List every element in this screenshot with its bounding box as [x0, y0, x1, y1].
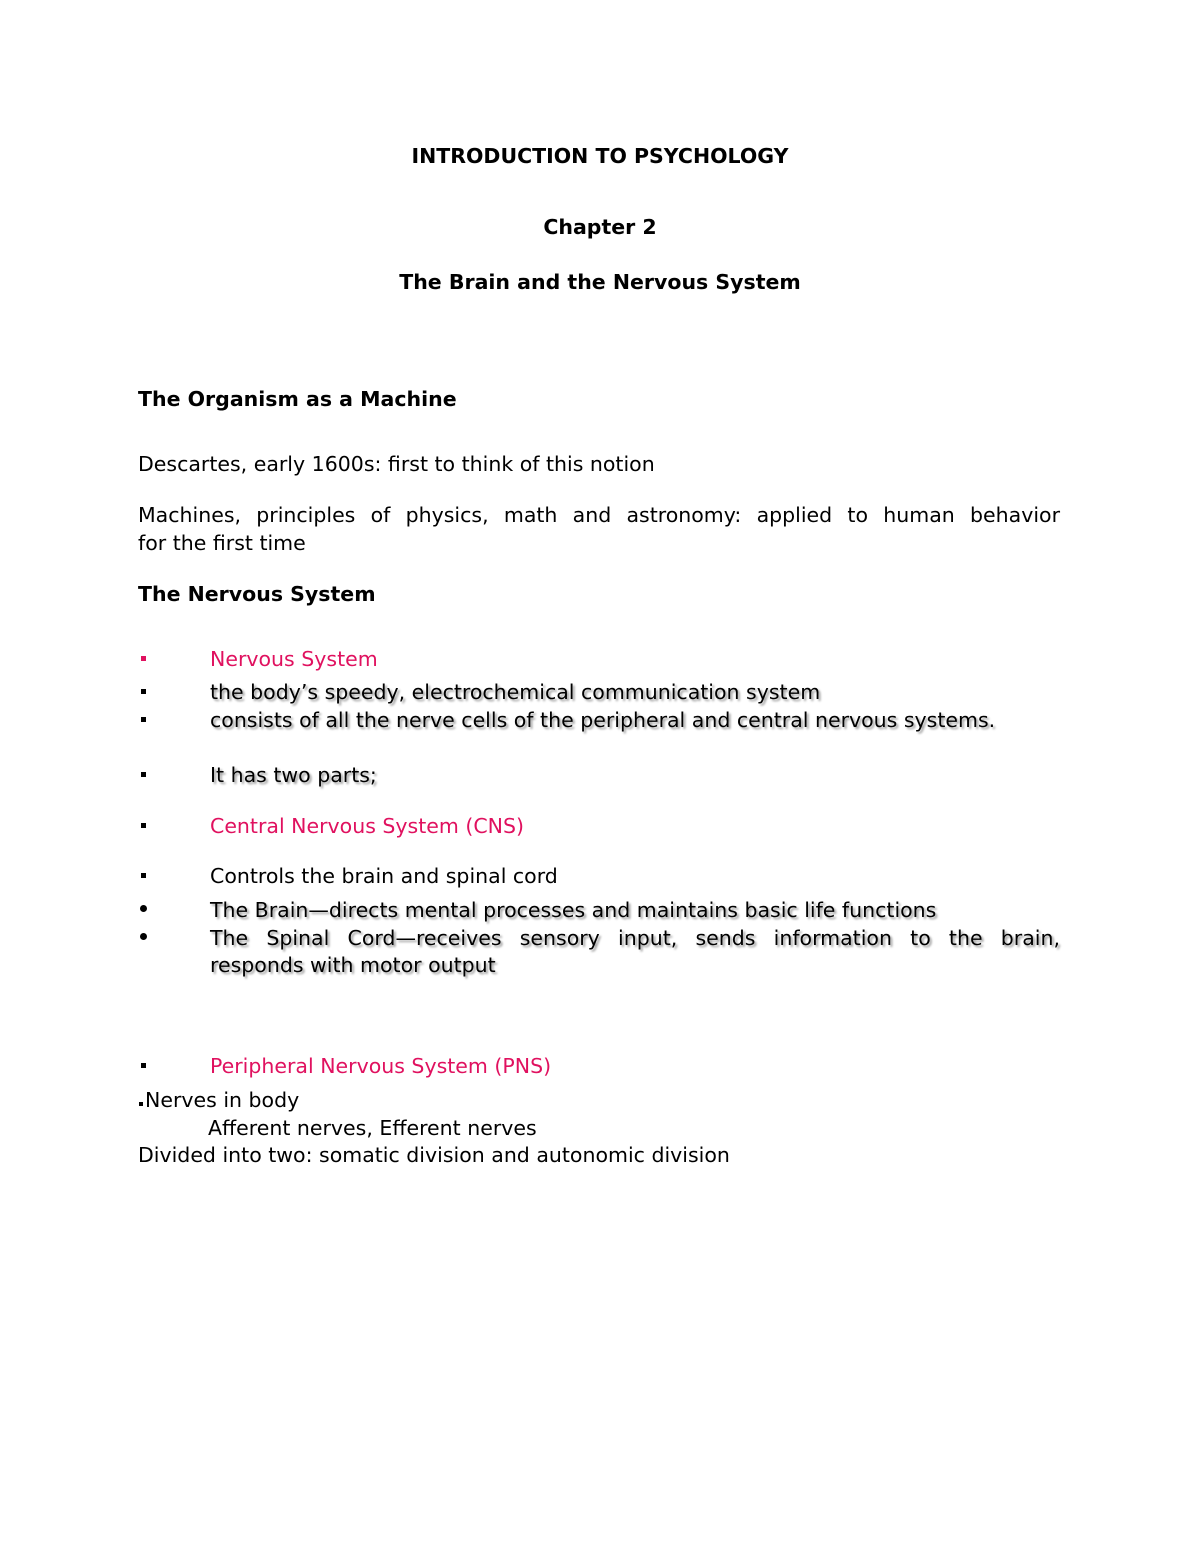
paragraph-machines-line1: Machines, principles of physics, math and astronomy: applied to human behavior — [138, 503, 1060, 527]
list-item-cns: Central Nervous System (CNS) — [210, 814, 525, 838]
bullet-square-icon — [139, 1102, 143, 1106]
bullet-square-icon — [141, 1063, 146, 1068]
bullet-square-icon — [141, 656, 146, 661]
list-item-pns: Peripheral Nervous System (PNS) — [210, 1054, 552, 1078]
list-item-spinal-cord-line2: responds with motor output — [210, 953, 496, 977]
list-item-divided-into-two: Divided into two: somatic division and autonomic division — [138, 1143, 730, 1167]
chapter-label: Chapter 2 — [543, 215, 657, 239]
list-item-spinal-cord-line1: The Spinal Cord—receives sensory input, sends information to the brain, — [210, 926, 1060, 950]
section-heading-organism: The Organism as a Machine — [138, 387, 457, 411]
bullet-dot-icon — [140, 905, 147, 912]
chapter-subtitle: The Brain and the Nervous System — [399, 270, 801, 294]
list-item-afferent-efferent: Afferent nerves, Efferent nerves — [208, 1116, 537, 1140]
bullet-square-icon — [141, 823, 146, 828]
bullet-dot-icon — [140, 933, 147, 940]
list-item-nervous-system: Nervous System — [210, 647, 378, 671]
list-item-brain: The Brain—directs mental processes and maintains basic life functions — [210, 898, 937, 922]
document-title: INTRODUCTION TO PSYCHOLOGY — [411, 144, 789, 168]
list-item-nerves-in-body: Nerves in body — [145, 1088, 300, 1112]
list-item-communication-system: the body’s speedy, electrochemical communication system — [210, 680, 821, 704]
paragraph-descartes: Descartes, early 1600s: first to think of this notion — [138, 452, 655, 476]
bullet-square-icon — [141, 873, 146, 878]
list-item-controls-brain: Controls the brain and spinal cord — [210, 864, 558, 888]
bullet-square-icon — [141, 689, 146, 694]
paragraph-machines-line2: for the first time — [138, 531, 306, 555]
list-item-two-parts: It has two parts; — [210, 763, 377, 787]
bullet-square-icon — [141, 772, 146, 777]
bullet-square-icon — [141, 717, 146, 722]
list-item-nerve-cells: consists of all the nerve cells of the peripheral and central nervous systems. — [210, 708, 996, 732]
section-heading-nervous-system: The Nervous System — [138, 582, 376, 606]
